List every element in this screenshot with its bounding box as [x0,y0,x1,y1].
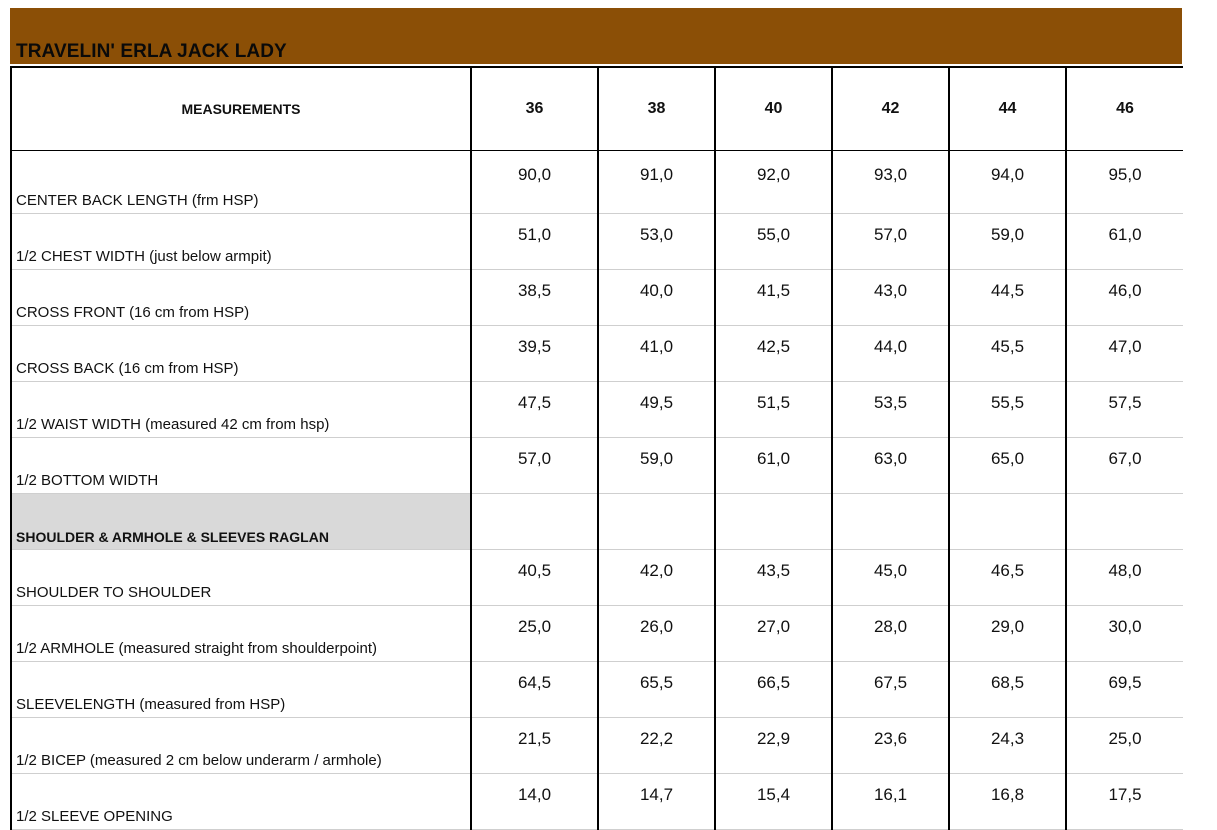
value-cell: 53,0 [598,214,715,270]
value-cell: 95,0 [1066,151,1183,214]
value-cell: 45,5 [949,326,1066,382]
value-cell: 46,5 [949,550,1066,606]
value-cell: 57,0 [832,214,949,270]
value-cell: 26,0 [598,606,715,662]
value-cell: 55,0 [715,214,832,270]
value-cell: 40,0 [598,270,715,326]
size-header: 44 [949,67,1066,151]
value-cell: 14,7 [598,774,715,830]
value-cell: 67,5 [832,662,949,718]
value-cell [949,494,1066,550]
value-cell: 48,0 [1066,550,1183,606]
value-cell: 65,0 [949,438,1066,494]
value-cell: 14,0 [471,774,598,830]
measurement-label: 1/2 BOTTOM WIDTH [11,438,471,494]
value-cell: 44,5 [949,270,1066,326]
value-cell [832,494,949,550]
value-cell: 92,0 [715,151,832,214]
value-cell: 64,5 [471,662,598,718]
value-cell: 59,0 [598,438,715,494]
size-header: 38 [598,67,715,151]
value-cell: 90,0 [471,151,598,214]
value-cell: 66,5 [715,662,832,718]
value-cell [598,494,715,550]
table-row [11,382,1183,438]
value-cell: 69,5 [1066,662,1183,718]
value-cell: 53,5 [832,382,949,438]
measurement-label: CROSS BACK (16 cm from HSP) [11,326,471,382]
value-cell: 94,0 [949,151,1066,214]
value-cell: 15,4 [715,774,832,830]
value-cell: 49,5 [598,382,715,438]
value-cell: 51,5 [715,382,832,438]
measurement-label: 1/2 CHEST WIDTH (just below armpit) [11,214,471,270]
size-header: 42 [832,67,949,151]
value-cell: 38,5 [471,270,598,326]
size-header: 36 [471,67,598,151]
measurement-label: CROSS FRONT (16 cm from HSP) [11,270,471,326]
value-cell: 39,5 [471,326,598,382]
value-cell: 29,0 [949,606,1066,662]
value-cell: 16,1 [832,774,949,830]
value-cell [715,494,832,550]
value-cell: 91,0 [598,151,715,214]
table-row [11,151,1183,214]
page-title: TRAVELIN' ERLA JACK LADY [16,41,287,62]
table-row [11,326,1183,382]
value-cell: 41,0 [598,326,715,382]
measurement-label: CENTER BACK LENGTH (frm HSP) [11,151,471,214]
table-row [11,438,1183,494]
value-cell: 55,5 [949,382,1066,438]
title-bar [10,8,1182,64]
table-row [11,550,1183,606]
header-row [11,67,1183,151]
table-row [11,214,1183,270]
value-cell: 51,0 [471,214,598,270]
value-cell [471,494,598,550]
value-cell: 42,5 [715,326,832,382]
value-cell: 25,0 [471,606,598,662]
value-cell: 43,5 [715,550,832,606]
value-cell: 47,5 [471,382,598,438]
measurement-label: SLEEVELENGTH (measured from HSP) [11,662,471,718]
value-cell: 41,5 [715,270,832,326]
value-cell: 57,5 [1066,382,1183,438]
value-cell: 43,0 [832,270,949,326]
value-cell: 42,0 [598,550,715,606]
section-row [11,494,1183,550]
table-row [11,718,1183,774]
table-row [11,774,1183,830]
value-cell: 44,0 [832,326,949,382]
value-cell: 61,0 [715,438,832,494]
value-cell: 25,0 [1066,718,1183,774]
table-row [11,270,1183,326]
table-row [11,662,1183,718]
table-row [11,606,1183,662]
value-cell: 67,0 [1066,438,1183,494]
value-cell: 27,0 [715,606,832,662]
measurements-header: MEASUREMENTS [11,67,471,151]
size-header: 46 [1066,67,1183,151]
value-cell: 61,0 [1066,214,1183,270]
value-cell: 40,5 [471,550,598,606]
value-cell: 22,2 [598,718,715,774]
size-chart-table [10,66,1183,830]
size-header: 40 [715,67,832,151]
value-cell: 30,0 [1066,606,1183,662]
measurement-label: SHOULDER TO SHOULDER [11,550,471,606]
value-cell: 22,9 [715,718,832,774]
value-cell: 65,5 [598,662,715,718]
measurement-label: 1/2 BICEP (measured 2 cm below underarm / armhole) [11,718,471,774]
value-cell: 63,0 [832,438,949,494]
value-cell: 17,5 [1066,774,1183,830]
value-cell [1066,494,1183,550]
measurement-label: 1/2 SLEEVE OPENING [11,774,471,830]
value-cell: 57,0 [471,438,598,494]
value-cell: 93,0 [832,151,949,214]
measurement-label: 1/2 WAIST WIDTH (measured 42 cm from hsp) [11,382,471,438]
value-cell: 23,6 [832,718,949,774]
measurement-label: 1/2 ARMHOLE (measured straight from shoulderpoint) [11,606,471,662]
value-cell: 16,8 [949,774,1066,830]
value-cell: 47,0 [1066,326,1183,382]
value-cell: 59,0 [949,214,1066,270]
section-label: SHOULDER & ARMHOLE & SLEEVES RAGLAN [11,494,471,550]
value-cell: 45,0 [832,550,949,606]
value-cell: 28,0 [832,606,949,662]
value-cell: 68,5 [949,662,1066,718]
value-cell: 21,5 [471,718,598,774]
value-cell: 46,0 [1066,270,1183,326]
value-cell: 24,3 [949,718,1066,774]
